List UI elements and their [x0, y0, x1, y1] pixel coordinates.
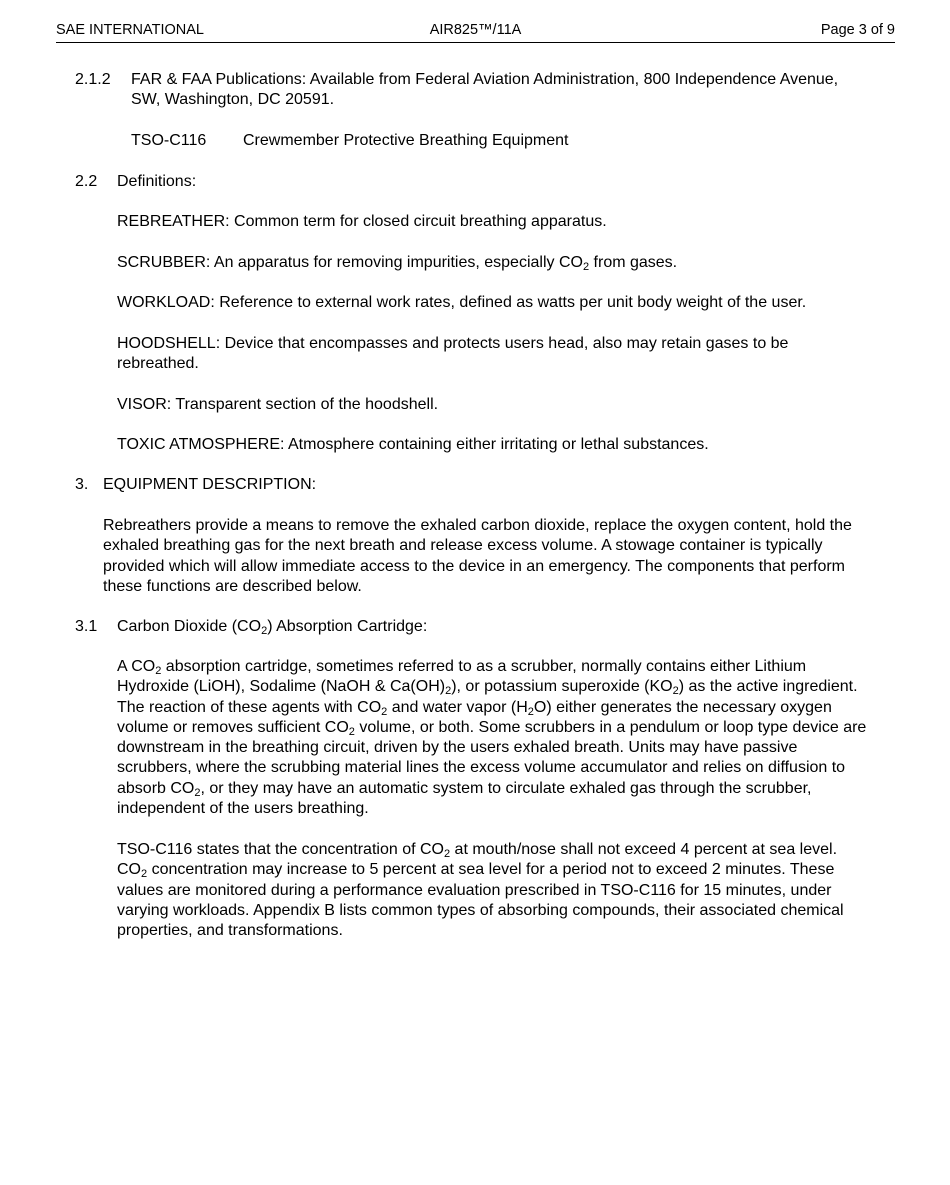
definition-rebreather: REBREATHER: Common term for closed circuit breathing apparatus.	[117, 213, 607, 230]
header-document-id: AIR825™/11A	[429, 22, 522, 38]
section-2-1-2-text: FAR & FAA Publications: Available from Federal Aviation Administration, 800 Independence Avenue, SW, Washington, DC 20591.	[131, 71, 839, 109]
section-number-3: 3.	[75, 476, 89, 493]
definition-scrubber: SCRUBBER: An apparatus for removing impurities, especially $CO_2$ from gases.	[117, 254, 678, 273]
section-number-2-1-2: 2.1.2	[75, 71, 111, 88]
section-3-heading: EQUIPMENT DESCRIPTION:	[103, 476, 317, 493]
definition-toxic-atmosphere: TOXIC ATMOSPHERE: Atmosphere containing either irritating or lethal substances.	[117, 436, 709, 453]
section-3-1-paragraph-1: A $CO_2$ absorption cartridge, sometimes referred to as a scrubber, normally contains either Lithium Hydroxide (LiOH), Sodalime (NaOH & $Ca(OH)_2$), or potassium superoxide $(KO_2)$ as the active ingredient. The reaction of these agents with $CO_2$ and water vapor $(H_2O)$ either generates the necessary oxygen volume or removes sufficient $CO_2$ volume, or both. Some scrubbers in a pendulum or loop type device are downstream in the breathing circuit, driven by the users exhaled breath. Units may have passive scrubbers, where the scrubbing material lines the excess volume accumulator and relies on diffusion to absorb $CO_2$, or they may have an automatic system to circulate exhaled gas through the scrubber, independent of the users breathing.	[117, 658, 867, 818]
header-organization: SAE INTERNATIONAL	[56, 22, 204, 38]
section-number-3-1: 3.1	[75, 618, 98, 635]
tso-title: Crewmember Protective Breathing Equipment	[243, 132, 569, 149]
definition-workload: WORKLOAD: Reference to external work rates, defined as watts per unit body weight of the user.	[117, 294, 807, 311]
definition-visor: VISOR: Transparent section of the hoodshell.	[117, 396, 439, 413]
tso-identifier: TSO-C116	[131, 132, 207, 149]
section-number-2-2: 2.2	[75, 173, 98, 190]
page-header	[56, 22, 895, 43]
section-3-paragraph: Rebreathers provide a means to remove the exhaled carbon dioxide, replace the oxygen content, hold the exhaled breathing gas for the next breath and release excess volume. A stowage container is typically provided which will allow immediate access to the device in an emergency. The components that perform these functions are described below.	[103, 517, 852, 595]
section-3-1-paragraph-2: TSO-C116 states that the concentration of $CO_2$ at mouth/nose shall not exceed 4 percent at sea level. $CO_2$ concentration may increase to 5 percent at sea level for a period not to exceed 2 minutes. These values are monitored during a performance evaluation prescribed in TSO-C116 for 15 minutes, under varying workloads. Appendix B lists common types of absorbing compounds, their associated chemical properties, and transformations.	[117, 841, 844, 940]
section-2-2-heading: Definitions:	[117, 173, 197, 190]
definition-hoodshell: HOODSHELL: Device that encompasses and protects users head, also may retain gases to be rebreathed.	[117, 335, 789, 373]
section-3-1-heading: Carbon Dioxide $(CO_2)$ Absorption Cartridge:	[117, 618, 428, 637]
header-page-number: Page 3 of 9	[820, 22, 895, 38]
